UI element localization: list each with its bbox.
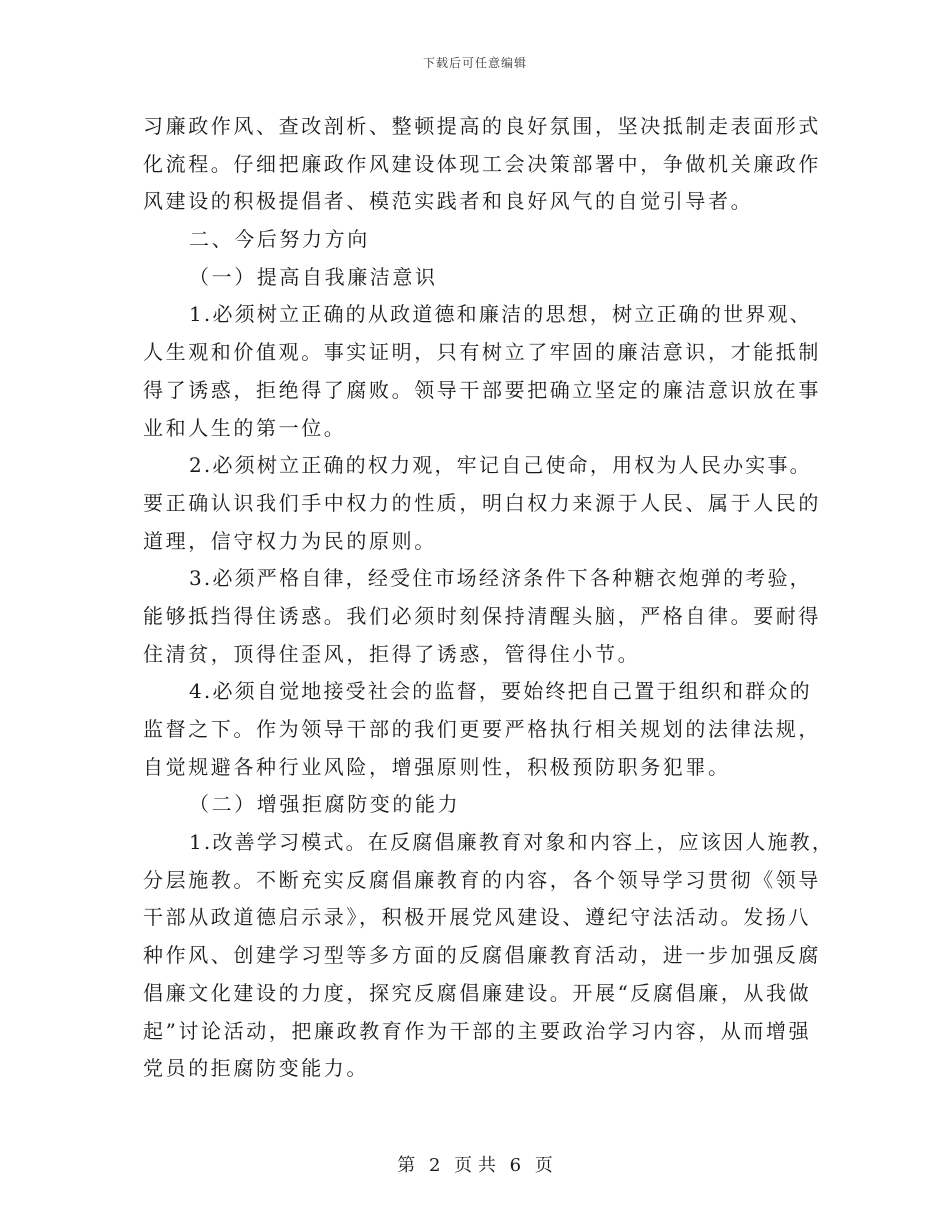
text-line: 1.必须树立正确的从政道德和廉洁的思想，树立正确的世界观、 xyxy=(189,302,812,327)
text-line: 自觉规避各种行业风险，增强原则性，积极预防职务犯罪。 xyxy=(143,754,731,779)
text-line: 倡廉文化建设的力度，探究反腐倡廉建设。开展“反腐倡廉，从我做 xyxy=(143,980,812,1005)
page-number xyxy=(0,1151,950,1177)
text-line: 人生观和价值观。事实证明，只有树立了牢固的廉洁意识，才能抵制 xyxy=(143,340,821,365)
text-line: 1.改善学习模式。在反腐倡廉教育对象和内容上，应该因人施教， xyxy=(189,830,835,855)
page-number-current: 2 xyxy=(428,1155,441,1176)
text-line: 2.必须树立正确的权力观，牢记自己使命，用权为人民办实事。 xyxy=(189,453,812,478)
text-line: 3.必须严格自律，经受住市场经济条件下各种糖衣炮弹的考验， xyxy=(189,566,812,591)
text-line: 化流程。仔细把廉政作风建设体现工会决策部署中，争做机关廉政作 xyxy=(143,151,821,176)
subsection-heading: （二）增强拒腐防变的能力 xyxy=(189,792,461,817)
text-line: 业和人生的第一位。 xyxy=(143,415,347,440)
page-header-note: 下载后可任意编辑 xyxy=(422,56,527,70)
page-number-prefix: 第 xyxy=(397,1155,416,1176)
section-heading: 二、今后努力方向 xyxy=(189,227,370,252)
text-line: 能够抵挡得住诱惑。我们必须时刻保持清醒头脑，严格自律。要耐得 xyxy=(143,603,821,628)
page-number-middle: 页 共 xyxy=(454,1155,496,1176)
page-number-suffix: 页 xyxy=(534,1155,553,1176)
page-number-total: 6 xyxy=(509,1155,522,1176)
text-line: 要正确认识我们手中权力的性质，明白权力来源于人民、属于人民的 xyxy=(143,490,821,515)
text-line: 习廉政作风、查改剖析、整顿提高的良好氛围，坚决抵制走表面形式 xyxy=(143,114,821,138)
text-line: 4.必须自觉地接受社会的监督，要始终把自己置于组织和群众的 xyxy=(189,679,812,704)
text-line: 种作风、创建学习型等多方面的反腐倡廉教育活动，进一步加强反腐 xyxy=(143,943,821,968)
text-line: 监督之下。作为领导干部的我们更要严格执行相关规划的法律法规， xyxy=(143,717,821,741)
text-line: 得了诱惑，拒绝得了腐败。领导干部要把确立坚定的廉洁意识放在事 xyxy=(143,377,821,402)
text-line: 风建设的积极提倡者、模范实践者和良好风气的自觉引导者。 xyxy=(143,189,754,214)
text-line: 道理，信守权力为民的原则。 xyxy=(143,528,437,553)
text-line: 起”讨论活动，把廉政教育作为干部的主要政治学习内容，从而增强 xyxy=(143,1018,812,1043)
text-line: 党员的拒腐防变能力。 xyxy=(143,1056,369,1081)
text-line: 干部从政道德启示录》，积极开展党风建设、遵纪守法活动。发扬八 xyxy=(143,905,811,930)
document-body xyxy=(143,108,835,1088)
text-line: 住清贫，顶得住歪风，拒得了诱惑，管得住小节。 xyxy=(143,641,641,666)
subsection-heading: （一）提高自我廉洁意识 xyxy=(189,264,438,289)
text-line: 分层施教。不断充实反腐倡廉教育的内容，各个领导学习贯彻《领导 xyxy=(143,867,821,892)
